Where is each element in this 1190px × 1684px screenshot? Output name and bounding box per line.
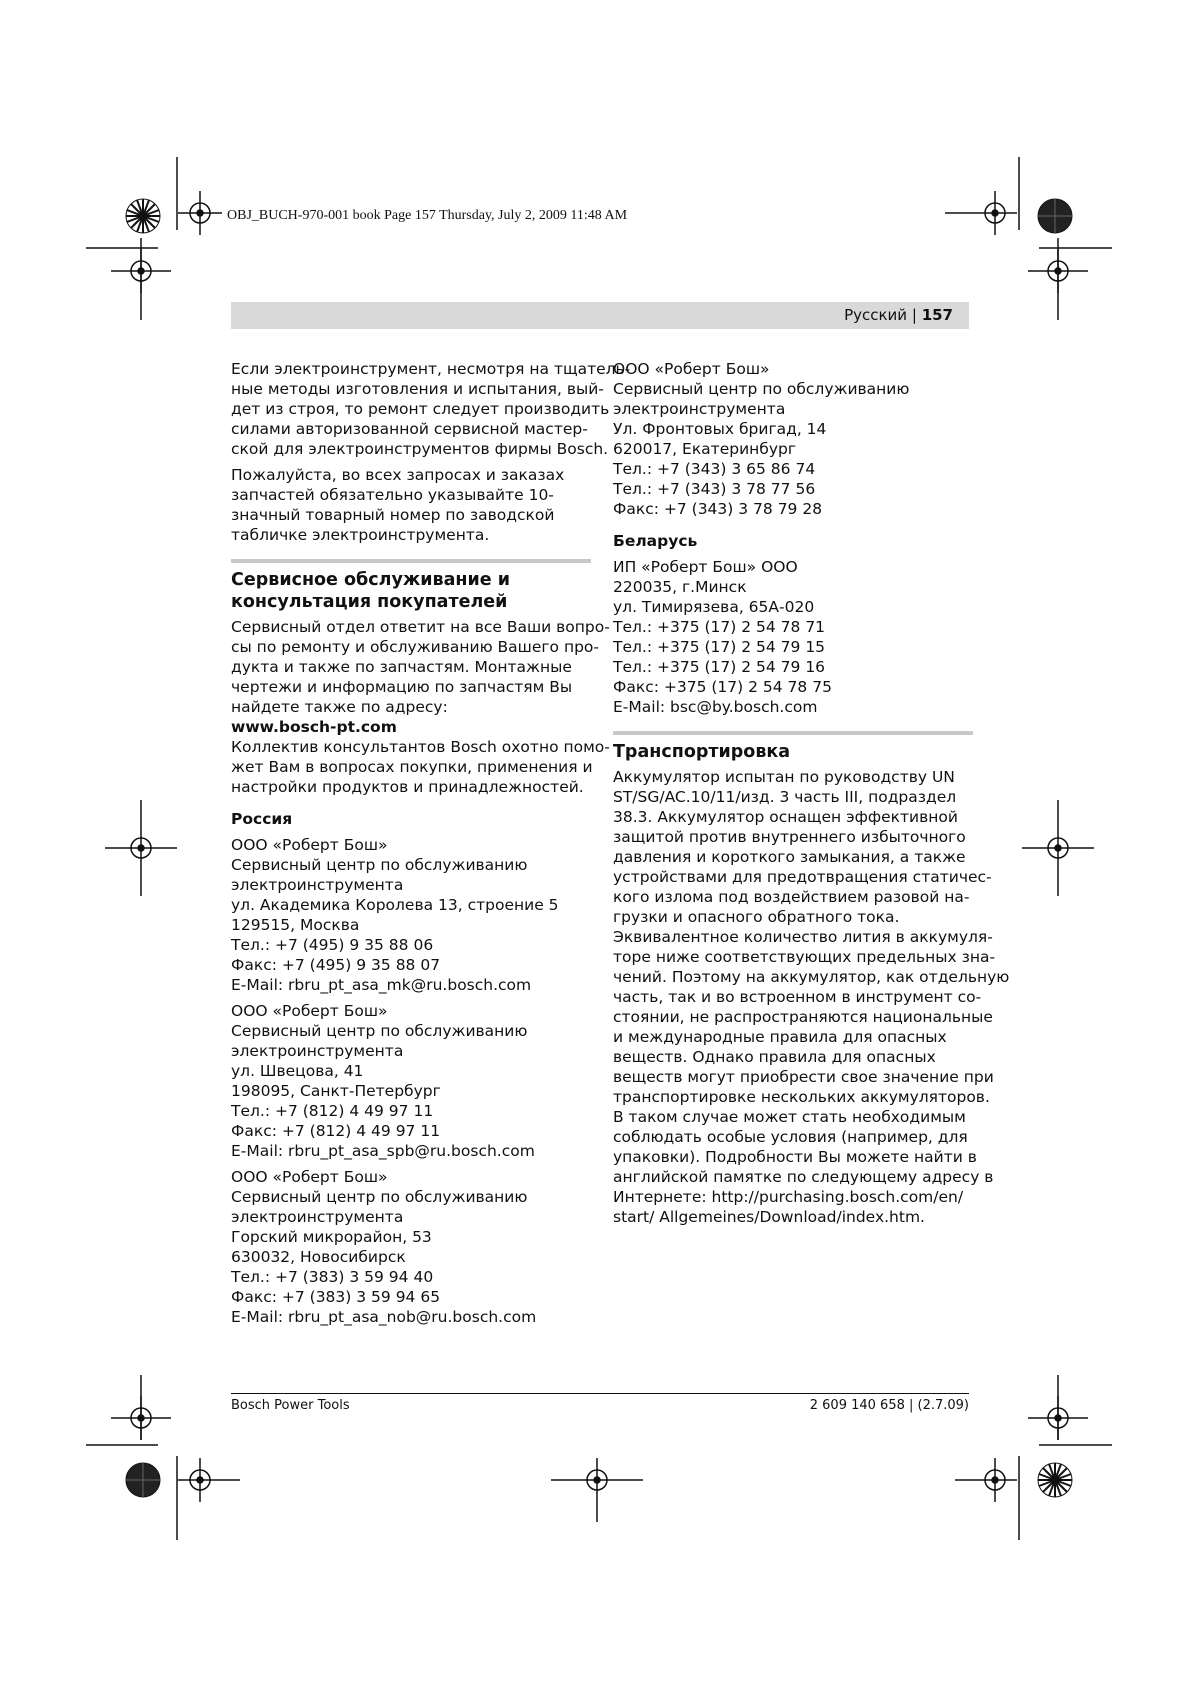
website-link[interactable]: www.bosch-pt.com xyxy=(231,718,397,736)
address-line: ул. Тимирязева, 65А-020 xyxy=(613,598,815,616)
text-line: табличке электроинструмента. xyxy=(231,526,490,544)
text-line: найдете также по адресу: xyxy=(231,698,448,716)
text-line: ные методы изготовления и испытания, вый- xyxy=(231,380,604,398)
email-line[interactable]: E-Mail: rbru_pt_asa_spb@ru.bosch.com xyxy=(231,1142,535,1160)
crosshair-icon xyxy=(945,191,1017,235)
text-line[interactable]: Интернете: http://purchasing.bosch.com/en/ xyxy=(613,1188,964,1206)
fax-line: Факс: +375 (17) 2 54 78 75 xyxy=(613,678,832,696)
text-line: давления и короткого замыкания, а также xyxy=(613,848,966,866)
text-line: часть, так и во встроенном в инструмент со- xyxy=(613,988,982,1006)
text-line: дукта и также по запчастям. Монтажные xyxy=(231,658,572,676)
registration-wheel-icon xyxy=(126,1463,160,1497)
text-line: кого излома под воздействием разовой на- xyxy=(613,888,970,906)
address-line: электроинструмента xyxy=(231,876,404,894)
address-line: 620017, Екатеринбург xyxy=(613,440,797,458)
footer-doc-id: 2 609 140 658 | (2.7.09) xyxy=(809,1398,969,1413)
text-line: стоянии, не распространяются национальные xyxy=(613,1008,993,1026)
crosshair-icon xyxy=(111,249,171,293)
text-line: чертежи и информацию по запчастям Вы xyxy=(231,678,573,696)
phone-line: Тел.: +7 (343) 3 78 77 56 xyxy=(613,480,816,498)
text-line: чений. Поэтому на аккумулятор, как отдельную xyxy=(613,968,1010,986)
crosshair-icon xyxy=(178,1458,240,1502)
repair-paragraph xyxy=(231,359,631,459)
address-line: ООО «Роберт Бош» xyxy=(231,836,388,854)
crosshair-icon xyxy=(1022,800,1094,896)
address-line: 198095, Санкт-Петербург xyxy=(231,1082,441,1100)
crosshair-icon xyxy=(105,800,177,896)
text-line: настройки продуктов и принадлежностей. xyxy=(231,778,584,796)
text-line: веществ могут приобрести свое значение при xyxy=(613,1068,994,1086)
email-line[interactable]: E-Mail: bsc@by.bosch.com xyxy=(613,698,818,716)
text-line: Пожалуйста, во всех запросах и заказах xyxy=(231,466,565,484)
left-column xyxy=(231,359,631,1333)
right-column xyxy=(613,359,1010,1233)
text-line: В таком случае может стать необходимым xyxy=(613,1108,966,1126)
transport-heading: Транспортировка xyxy=(613,742,791,762)
crosshair-icon xyxy=(551,1458,643,1522)
text-line: Коллектив консультантов Bosch охотно помо- xyxy=(231,738,610,756)
fax-line: Факс: +7 (383) 3 59 94 65 xyxy=(231,1288,441,1306)
address-line: ИП «Роберт Бош» ООО xyxy=(613,558,798,576)
registration-wheel-icon xyxy=(126,199,160,233)
crosshair-icon xyxy=(1028,249,1088,293)
crosshair-icon xyxy=(178,191,222,235)
russia-heading: Россия xyxy=(231,810,293,828)
address-line: ООО «Роберт Бош» xyxy=(231,1002,388,1020)
belarus-heading: Беларусь xyxy=(613,532,698,550)
crosshair-icon xyxy=(1028,1396,1088,1440)
heading-line: консультация покупателей xyxy=(231,592,508,612)
text-line: устройствами для предотвращения статичес- xyxy=(613,868,992,886)
address-line: ул. Швецова, 41 xyxy=(231,1062,364,1080)
address-minsk xyxy=(613,557,973,717)
print-slug: OBJ_BUCH-970-001 book Page 157 Thursday, July 2, 2009 11:48 AM xyxy=(227,208,628,223)
header-text xyxy=(844,306,953,324)
address-line: ООО «Роберт Бош» xyxy=(231,1168,388,1186)
address-novosibirsk xyxy=(231,1167,591,1327)
address-line: ул. Академика Королева 13, строение 5 xyxy=(231,896,559,914)
address-line: 129515, Москва xyxy=(231,916,360,934)
text-line: ST/SG/AC.10/11/изд. 3 часть III, подраздел xyxy=(613,788,957,806)
page-number: 157 xyxy=(921,306,953,324)
text-line: английской памятке по следующему адресу в xyxy=(613,1168,994,1186)
text-line: защитой против внутреннего избыточного xyxy=(613,828,966,846)
address-line: электроинструмента xyxy=(231,1042,404,1060)
section-divider xyxy=(231,559,591,563)
text-line: сы по ремонту и обслуживанию Вашего про- xyxy=(231,638,599,656)
address-line: ООО «Роберт Бош» xyxy=(613,360,770,378)
phone-line: Тел.: +7 (812) 4 49 97 11 xyxy=(231,1102,434,1120)
address-line: 630032, Новосибирск xyxy=(231,1248,406,1266)
crosshair-icon xyxy=(955,1458,1017,1502)
text-line: жет Вам в вопросах покупки, применения и xyxy=(231,758,593,776)
address-line: электроинструмента xyxy=(613,400,786,418)
email-line[interactable]: E-Mail: rbru_pt_asa_nob@ru.bosch.com xyxy=(231,1308,537,1326)
fax-line: Факс: +7 (495) 9 35 88 07 xyxy=(231,956,441,974)
text-line[interactable]: start/ Allgemeines/Download/index.htm. xyxy=(613,1208,925,1226)
phone-line: Тел.: +7 (495) 9 35 88 06 xyxy=(231,936,434,954)
transport-paragraph xyxy=(613,767,1010,1227)
text-line: значный товарный номер по заводской xyxy=(231,506,555,524)
text-line: транспортировке нескольких аккумуляторов. xyxy=(613,1088,990,1106)
address-line: Сервисный центр по обслуживанию xyxy=(231,1188,528,1206)
address-line: Ул. Фронтовых бригад, 14 xyxy=(613,420,827,438)
address-line: Сервисный центр по обслуживанию xyxy=(613,380,910,398)
address-line: Сервисный центр по обслуживанию xyxy=(231,1022,528,1040)
address-ekaterinburg xyxy=(613,359,973,519)
phone-line: Тел.: +375 (17) 2 54 79 16 xyxy=(613,658,826,676)
page-header xyxy=(231,302,969,329)
address-line: Сервисный центр по обслуживанию xyxy=(231,856,528,874)
text-line: силами авторизованной сервисной мастер- xyxy=(231,420,588,438)
text-line: Эквивалентное количество лития в аккумуля- xyxy=(613,928,993,946)
header-separator: | xyxy=(911,306,917,324)
text-line: запчастей обязательно указывайте 10- xyxy=(231,486,554,504)
address-line: Горский микрорайон, 53 xyxy=(231,1228,432,1246)
text-line: Аккумулятор испытан по руководству UN xyxy=(613,768,955,786)
footer-divider xyxy=(231,1393,969,1394)
text-line: ской для электроинструментов фирмы Bosch. xyxy=(231,440,609,458)
address-line: электроинструмента xyxy=(231,1208,404,1226)
text-line: торе ниже соответствующих предельных зна- xyxy=(613,948,996,966)
phone-line: Тел.: +7 (343) 3 65 86 74 xyxy=(613,460,816,478)
text-line: 38.3. Аккумулятор оснащен эффективной xyxy=(613,808,958,826)
address-line: 220035, г.Минск xyxy=(613,578,747,596)
service-paragraph xyxy=(231,617,610,797)
text-line: Если электроинструмент, несмотря на тщатель- xyxy=(231,360,631,378)
email-line[interactable]: E-Mail: rbru_pt_asa_mk@ru.bosch.com xyxy=(231,976,532,994)
fax-line: Факс: +7 (812) 4 49 97 11 xyxy=(231,1122,441,1140)
footer-brand: Bosch Power Tools xyxy=(231,1398,350,1413)
address-moscow xyxy=(231,835,591,995)
service-heading xyxy=(231,569,591,613)
crosshair-icon xyxy=(111,1396,171,1440)
text-line: соблюдать особые условия (например, для xyxy=(613,1128,968,1146)
text-line: веществ. Однако правила для опасных xyxy=(613,1048,936,1066)
text-line: упаковки). Подробности Вы можете найти в xyxy=(613,1148,977,1166)
heading-line: Сервисное обслуживание и xyxy=(231,570,511,590)
fax-line: Факс: +7 (343) 3 78 79 28 xyxy=(613,500,823,518)
phone-line: Тел.: +375 (17) 2 54 79 15 xyxy=(613,638,826,656)
header-language: Русский xyxy=(844,306,908,324)
text-line: грузки и опасного обратного тока. xyxy=(613,908,900,926)
section-divider xyxy=(613,731,973,735)
text-line: Сервисный отдел ответит на все Ваши вопро- xyxy=(231,618,610,636)
registration-wheel-icon xyxy=(1038,1463,1072,1497)
phone-line: Тел.: +375 (17) 2 54 78 71 xyxy=(613,618,826,636)
text-line: и международные правила для опасных xyxy=(613,1028,947,1046)
text-line: дет из строя, то ремонт следует производить xyxy=(231,400,610,418)
registration-wheel-icon xyxy=(1038,199,1072,233)
address-spb xyxy=(231,1001,591,1161)
phone-line: Тел.: +7 (383) 3 59 94 40 xyxy=(231,1268,434,1286)
part-number-paragraph xyxy=(231,465,591,545)
